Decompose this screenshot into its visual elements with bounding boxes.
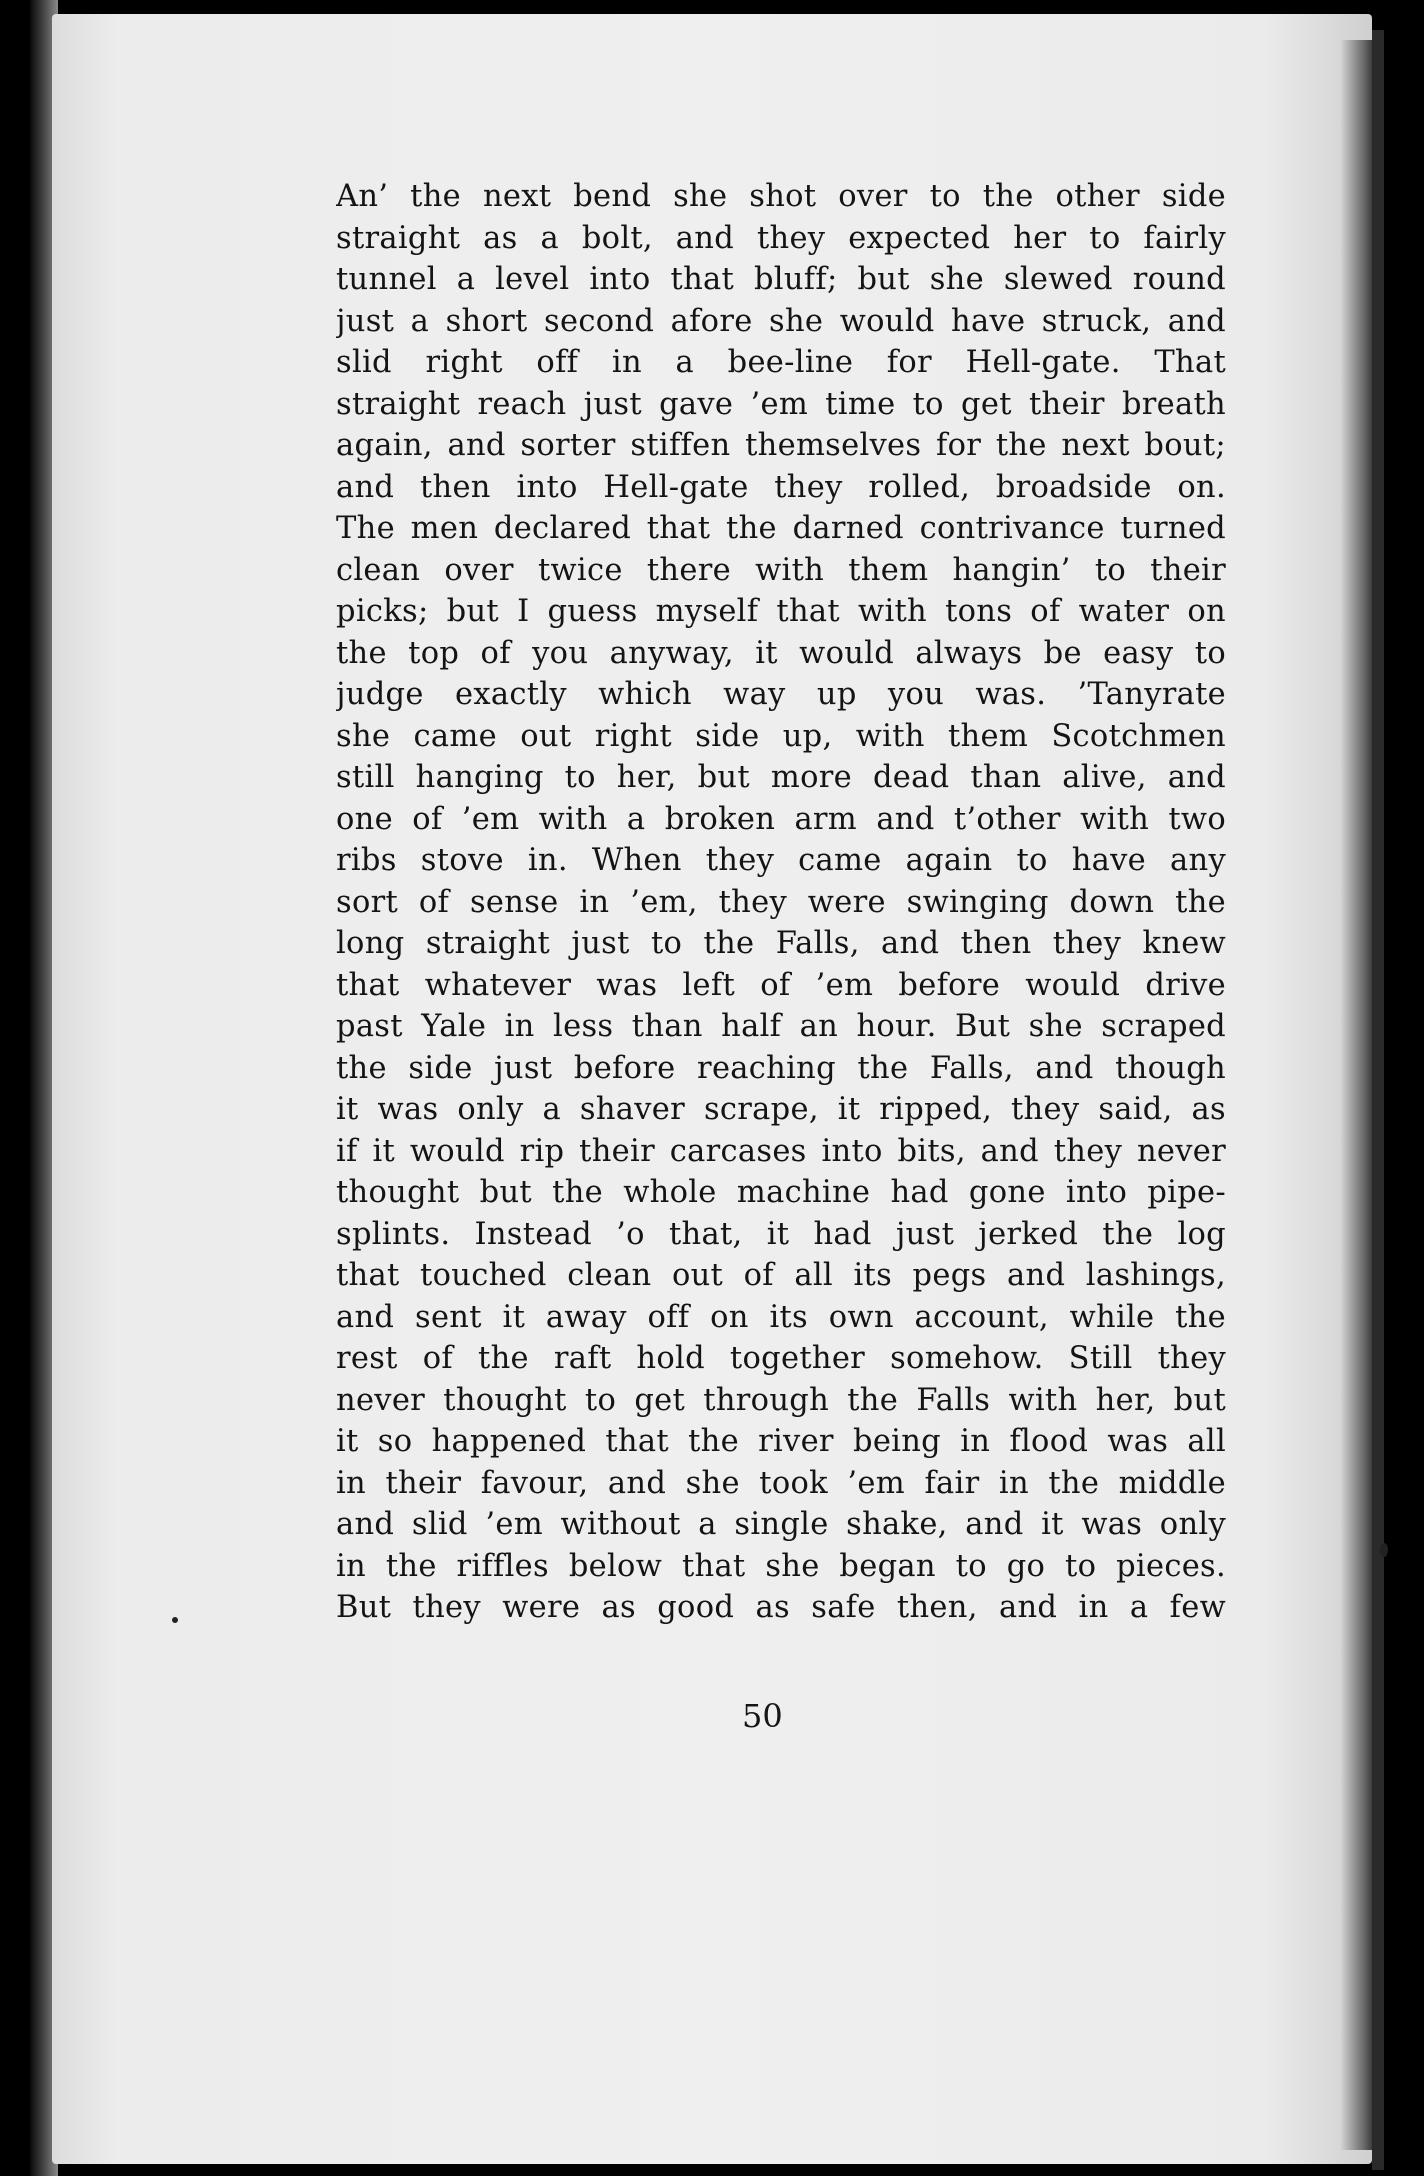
text-line: But they were as good as safe then, and in a few bbox=[336, 1590, 1226, 1625]
text-line: that touched clean out of all its pegs and lashings, bbox=[336, 1258, 1226, 1293]
text-line: and slid ’em without a single shake, and it was only bbox=[336, 1507, 1226, 1542]
text-line: tunnel a level into that bluff; but she slewed round bbox=[336, 262, 1226, 297]
text-line: An’ the next bend she shot over to the other side bbox=[336, 179, 1226, 214]
text-line: it so happened that the river being in flood was all bbox=[336, 1424, 1226, 1459]
text-line: picks; but I guess myself that with tons of water on bbox=[336, 594, 1226, 629]
text-line: slid right off in a bee-line for Hell-gate. That bbox=[336, 345, 1226, 380]
text-line: in their favour, and she took ’em fair in the middle bbox=[336, 1465, 1226, 1501]
text-line: the top of you anyway, it would always be easy to bbox=[336, 635, 1226, 671]
text-line: and then into Hell-gate they rolled, broadside on. bbox=[336, 469, 1226, 505]
text-line: long straight just to the Falls, and then they knew bbox=[336, 926, 1226, 961]
text-line: sort of sense in ’em, they were swinging down the bbox=[336, 884, 1226, 920]
text-line: straight as a bolt, and they expected her to fairly bbox=[336, 220, 1226, 256]
text-line: she came out right side up, with them Scotchmen bbox=[336, 718, 1226, 754]
page-number: 50 bbox=[742, 1697, 783, 1735]
text-line: rest of the raft hold together somehow. Still they bbox=[336, 1341, 1226, 1376]
text-line: thought but the whole machine had gone into pipe- bbox=[336, 1175, 1226, 1210]
text-line: and sent it away off on its own account, while the bbox=[336, 1299, 1226, 1335]
text-line: that whatever was left of ’em before would drive bbox=[336, 967, 1226, 1003]
text-line: still hanging to her, but more dead than alive, and bbox=[336, 760, 1226, 795]
text-line: in the riffles below that she began to go to pieces. bbox=[336, 1548, 1226, 1584]
text-line: judge exactly which way up you was. ’Tanyrate bbox=[336, 677, 1226, 712]
text-line: just a short second afore she would have struck, and bbox=[336, 303, 1226, 339]
text-line: the side just before reaching the Falls, and though bbox=[336, 1050, 1226, 1086]
text-line: one of ’em with a broken arm and t’other with two bbox=[336, 801, 1226, 837]
text-line: past Yale in less than half an hour. But she scraped bbox=[336, 1009, 1226, 1044]
text-line: splints. Instead ’o that, it had just jerked the log bbox=[336, 1216, 1226, 1252]
body-text bbox=[336, 176, 1226, 1629]
text-line: again, and sorter stiffen themselves for the next bout; bbox=[336, 428, 1226, 463]
text-line: never thought to get through the Falls with her, but bbox=[336, 1382, 1226, 1418]
text-line: The men declared that the darned contrivance turned bbox=[336, 511, 1226, 546]
text-line: if it would rip their carcases into bits, and they never bbox=[336, 1133, 1226, 1169]
text-line: clean over twice there with them hangin’ to their bbox=[336, 552, 1226, 588]
text-line: straight reach just gave ’em time to get their breath bbox=[336, 386, 1226, 422]
text-line: ribs stove in. When they came again to have any bbox=[336, 843, 1226, 878]
page-fold bbox=[1372, 30, 1384, 2170]
scan-speck bbox=[172, 1617, 178, 1623]
text-line: it was only a shaver scrape, it ripped, they said, as bbox=[336, 1092, 1226, 1127]
scan-speck bbox=[1380, 1543, 1388, 1557]
